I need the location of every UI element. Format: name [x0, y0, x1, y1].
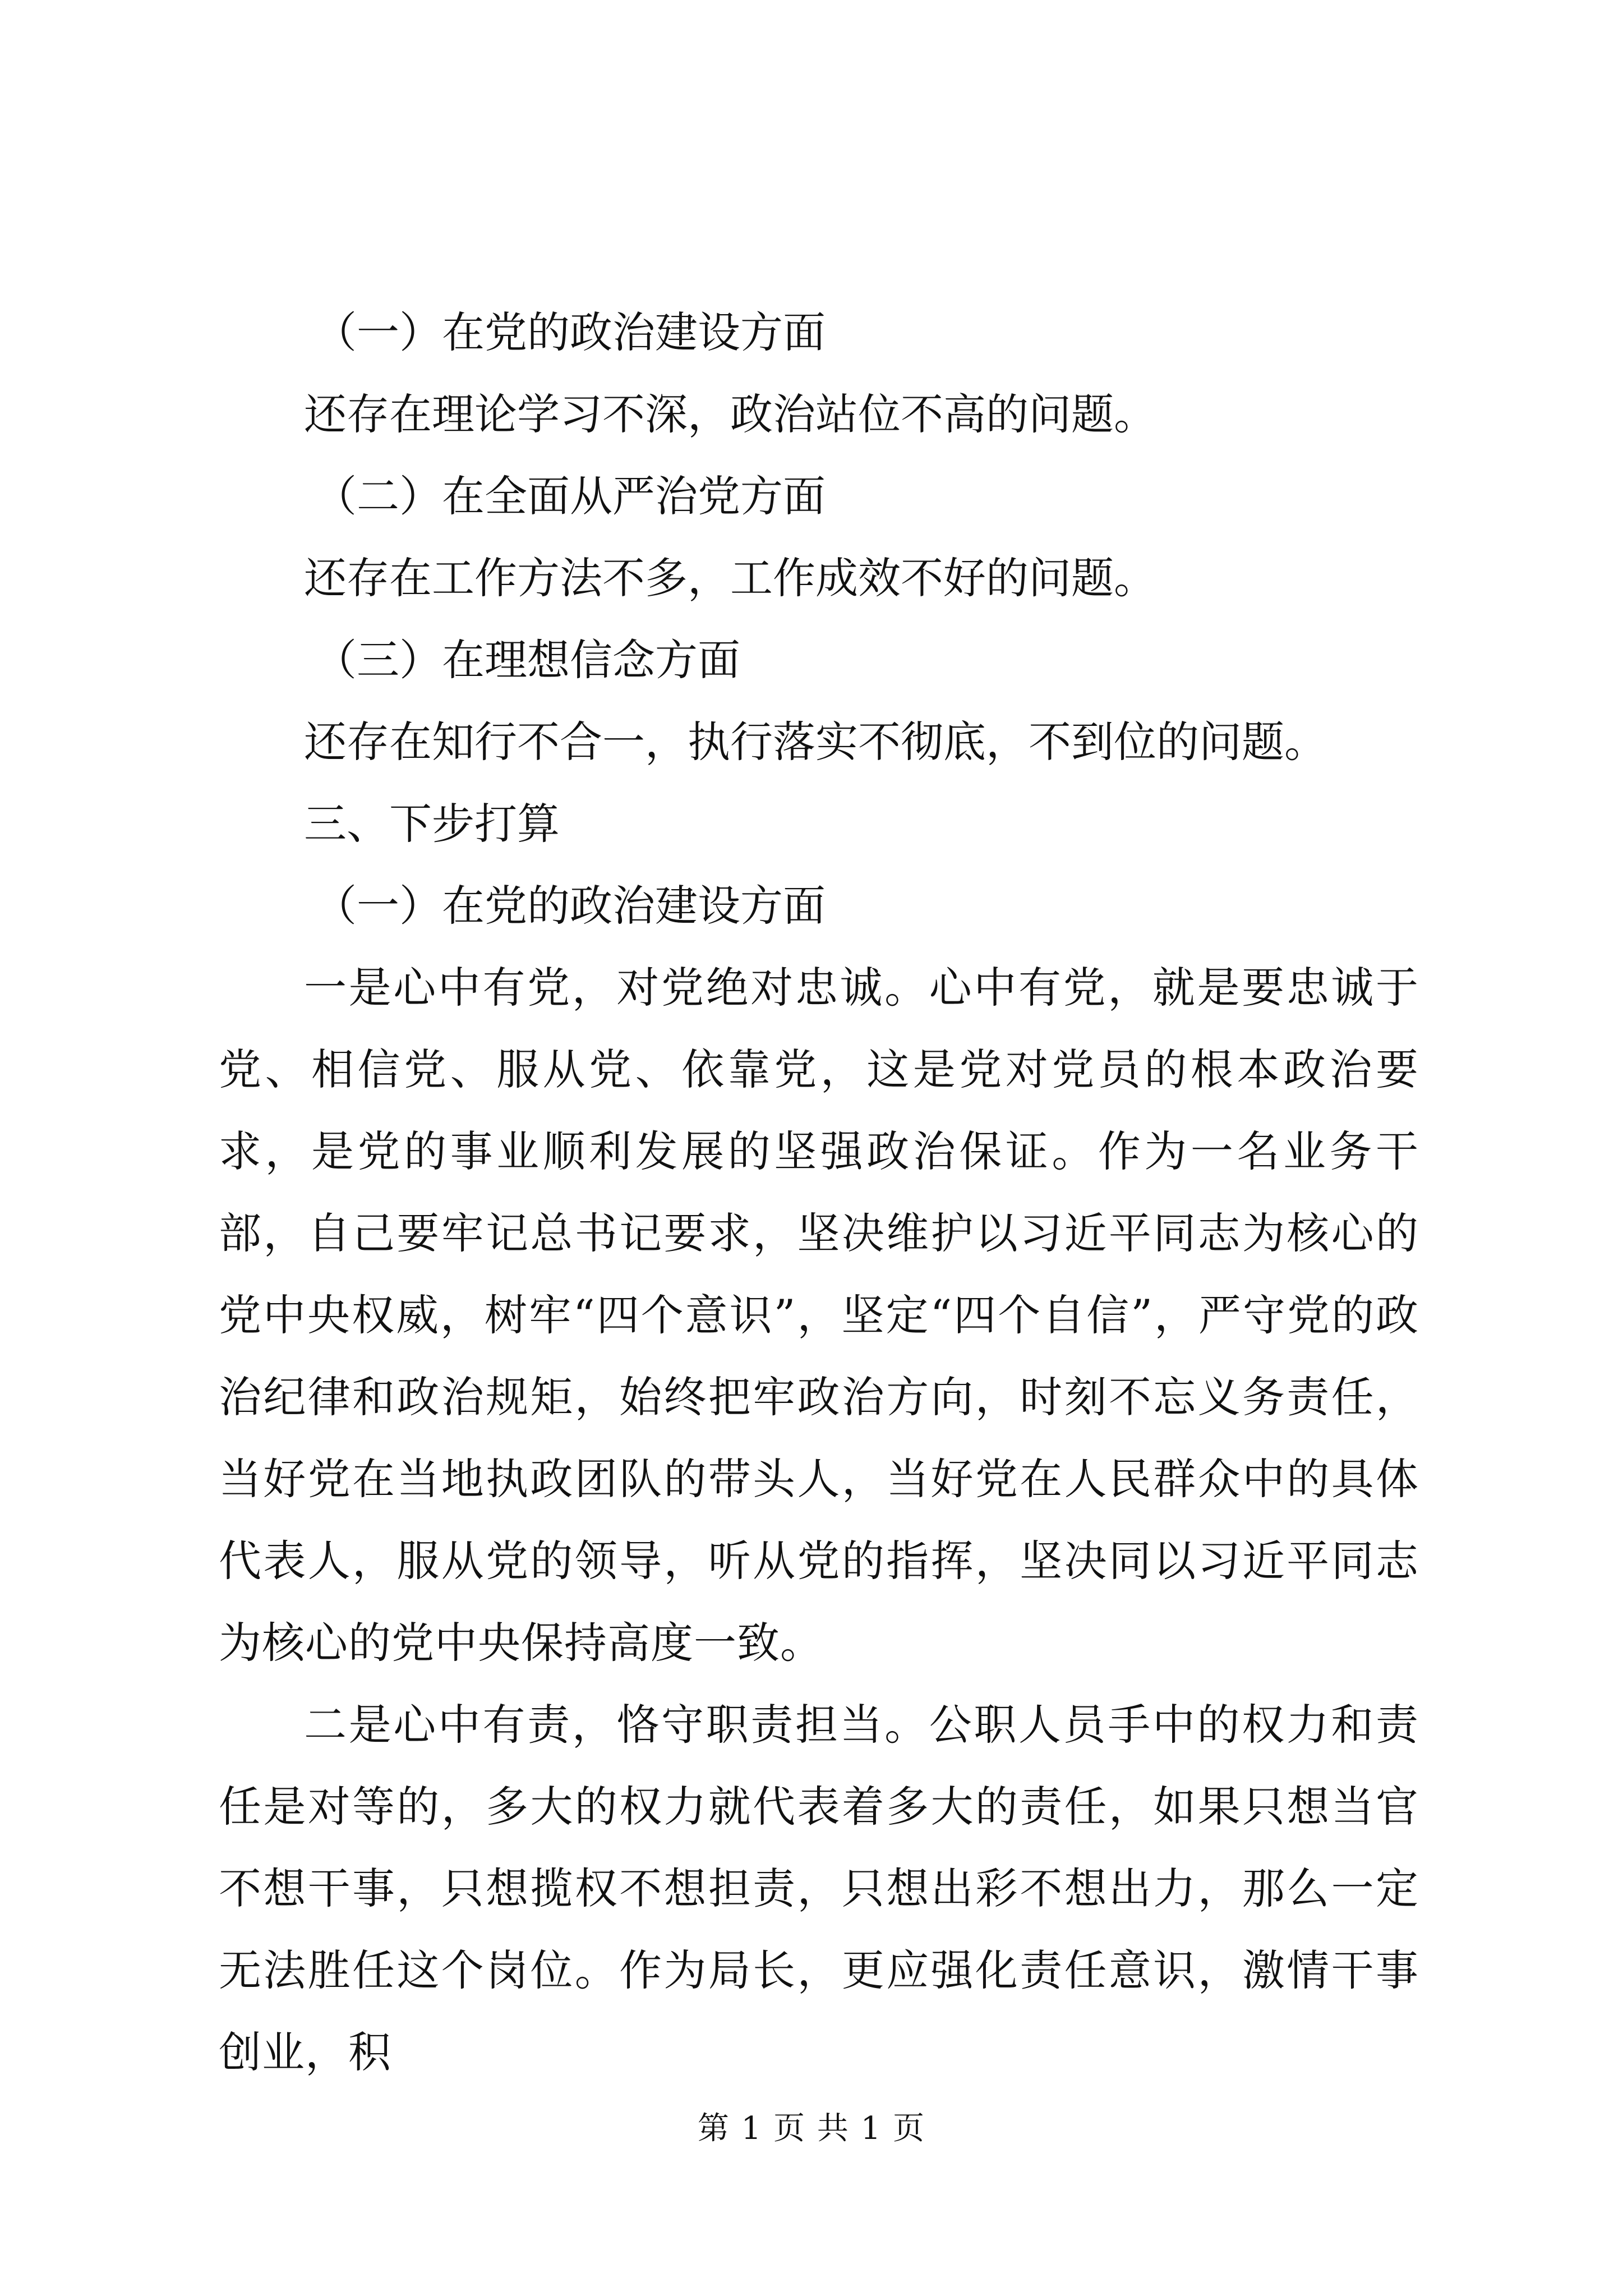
body-line: 还存在工作方法不多，工作成效不好的问题。: [304, 553, 1156, 603]
chapter-heading: 三、下步打算: [304, 799, 560, 849]
document-body: [219, 292, 1419, 2093]
section-heading: （一）在党的政治建设方面: [314, 881, 826, 931]
body-paragraph-2: 二是心中有责，恪守职责担当。公职人员手中的权力和责任是对等的，多大的权力就代表着多大的责任，如果只想当官不想干事，只想揽权不想担责，只想出彩不想出力，那么一定无法胜任这个岗位。作为局长，更应强化责任意识，激情干事创业，积: [219, 1700, 1419, 2077]
section-heading: （三）在理想信念方面: [314, 635, 740, 685]
body-line: 还存在知行不合一，执行落实不彻底，不到位的问题。: [304, 717, 1327, 767]
body-paragraph-1: 一是心中有党，对党绝对忠诚。心中有党，就是要忠诚于党、相信党、服从党、依靠党，这是党对党员的根本政治要求，是党的事业顺利发展的坚强政治保证。作为一名业务干部，自己要牢记总书记要求，坚决维护以习近平同志为核心的党中央权威，树牢“四个意识”，坚定“四个自信”，严守党的政治纪律和政治规矩，始终把牢政治方向，时刻不忘义务责任，当好党在当地执政团队的带头人，当好党在人民群众中的具体代表人，服从党的领导，听从党的指挥，坚决同以习近平同志为核心的党中央保持高度一致。: [219, 963, 1419, 1668]
section-heading: （二）在全面从严治党方面: [314, 471, 826, 521]
page-footer: 第 1 页 共 1 页: [697, 2110, 926, 2147]
section-heading: （一）在党的政治建设方面: [314, 307, 826, 357]
body-line: 还存在理论学习不深，政治站位不高的问题。: [304, 389, 1156, 439]
